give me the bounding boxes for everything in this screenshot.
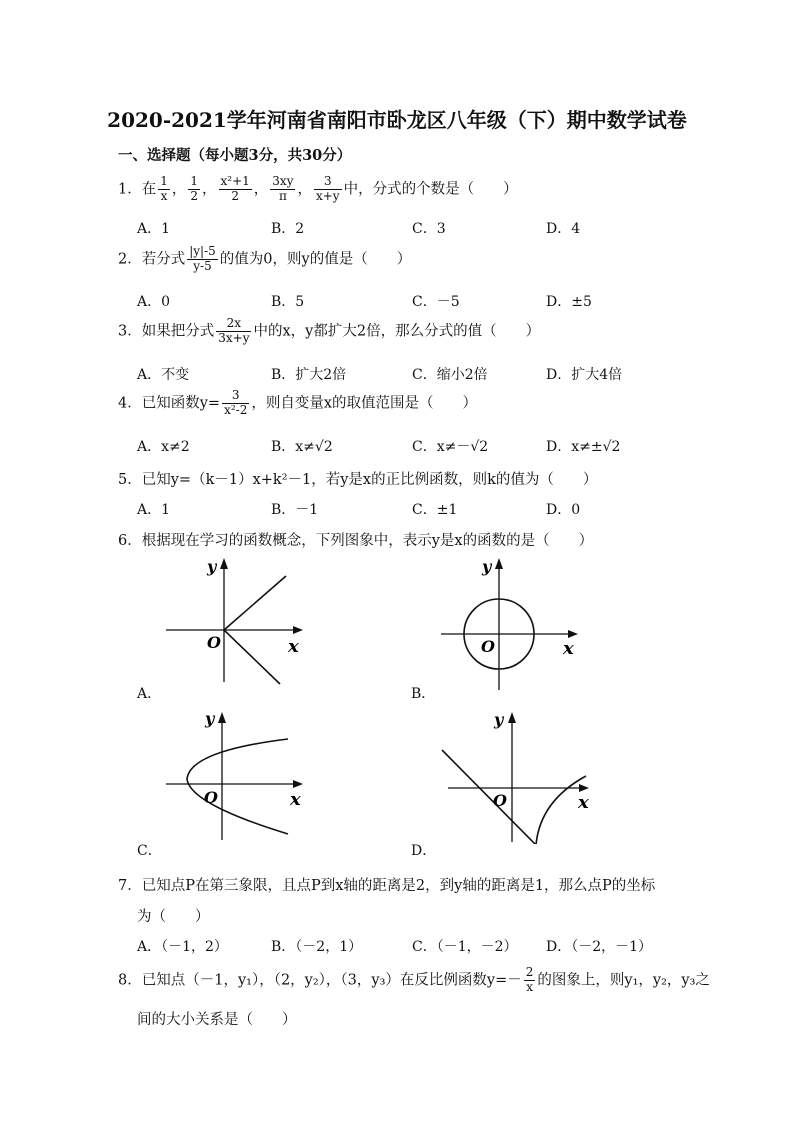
question-8-line-2: 间的大小关系是（ ） [137, 1012, 297, 1028]
q2-option-a[interactable]: A．0 [137, 294, 171, 310]
q1-frac-1: $\frac{1}{x}$ [160, 174, 168, 203]
graph-b-x-label: x [563, 638, 574, 659]
question-8-line-1: 8．已知点（－1，y₁），（2，y₂），（3，y₃）在反比例函数y=－ $\frac{2}{x}$ 的图象上，则y₁，y₂，y₃之 [118, 965, 710, 994]
graph-d-origin-label: O [493, 791, 507, 810]
graph-c-origin-label: O [204, 788, 218, 807]
q3-option-c[interactable]: C．缩小2倍 [412, 367, 488, 383]
q6-option-a[interactable]: A． [137, 686, 162, 702]
q5-option-d[interactable]: D．0 [546, 502, 581, 518]
q1-option-b[interactable]: B．2 [271, 221, 305, 237]
q4-option-a[interactable]: A．x≠2 [137, 439, 190, 455]
q3-frac: $\frac{2x}{3x+y}$ [218, 316, 250, 345]
q5-option-a[interactable]: A．1 [137, 502, 171, 518]
q4-option-c[interactable]: C．x≠－√2 [412, 439, 489, 455]
page-title: 2020-2021学年河南省南阳市卧龙区八年级（下）期中数学试卷 [107, 108, 687, 132]
question-6: 6．根据现在学习的函数概念，下列图象中，表示y是x的函数的是（ ） [118, 533, 594, 549]
q2-option-d[interactable]: D．±5 [546, 294, 592, 310]
q7-option-d[interactable]: D．（－2，－1） [546, 939, 653, 955]
q1-frac-3: $\frac{\text{x²+1}}{2}$ [220, 174, 250, 203]
question-7-line-2: 为（ ） [137, 909, 210, 925]
graph-d-x-label: x [578, 792, 589, 813]
q1-suffix: 中，分式的个数是（ ） [343, 181, 518, 198]
section-heading: 一、选择题（每小题3分，共30分） [118, 147, 352, 164]
q7-option-a[interactable]: A．（－1，2） [137, 939, 228, 955]
q5-option-c[interactable]: C．±1 [412, 502, 458, 518]
q6-option-b[interactable]: B． [411, 686, 436, 702]
question-3: 3．如果把分式 $\frac{2x}{3x+y}$ 中的x，y都扩大2倍，那么分式的值（ ） [118, 316, 541, 345]
q1-frac-2: $\frac{1}{2}$ [190, 174, 199, 203]
q1-prefix: 1．在 [118, 181, 157, 198]
graph-d [436, 706, 596, 844]
graph-c [160, 706, 310, 844]
q7-option-b[interactable]: B．（－2，1） [271, 939, 363, 955]
q2-option-b[interactable]: B．5 [271, 294, 305, 310]
q4-option-b[interactable]: B．x≠√2 [271, 439, 333, 455]
graph-a-origin-label: O [207, 633, 221, 652]
q8-frac: $\frac{2}{x}$ [525, 965, 534, 994]
q6-option-c[interactable]: C． [137, 843, 162, 859]
q3-option-d[interactable]: D．扩大4倍 [546, 367, 623, 383]
question-5: 5．已知y=（k－1）x+k²－1，若y是x的正比例函数，则k的值为（ ） [118, 472, 598, 488]
q1-option-d[interactable]: D．4 [546, 221, 581, 237]
graph-a-y-label: y [207, 557, 217, 576]
q4-frac: $\frac{3}{\text{x²-2}}$ [224, 388, 248, 417]
graph-b-origin-label: O [481, 637, 495, 656]
graph-c-y-label: y [205, 709, 215, 728]
q6-option-d[interactable]: D． [411, 843, 437, 859]
question-1: 1．在 $\frac{1}{x}$ ， $\frac{1}{2}$ ， $\frac{\text{x²+1}}{2}$ ， $\frac{3xy}{\pi}$ ， $\frac{3}{x+y}$ 中，分式的个数是（ ） [118, 174, 518, 203]
question-7-line-1: 7．已知点P在第三象限，且点P到x轴的距离是2，到y轴的距离是1，那么点P的坐标 [118, 878, 656, 894]
q2-option-c[interactable]: C．－5 [412, 294, 460, 310]
q1-frac-4: $\frac{3xy}{\pi}$ [272, 174, 294, 203]
q7-option-c[interactable]: C．（－1，－2） [412, 939, 518, 955]
question-2: 2．若分式 $\frac{|y|-5}{y-5}$ 的值为0，则y的值是（ ） [118, 244, 412, 273]
graph-b-y-label: y [482, 557, 492, 576]
graph-c-x-label: x [290, 789, 301, 810]
q1-option-a[interactable]: A．1 [137, 221, 171, 237]
q1-option-c[interactable]: C．3 [412, 221, 446, 237]
q3-option-a[interactable]: A．不变 [137, 367, 190, 383]
question-4: 4．已知函数y= $\frac{3}{\text{x²-2}}$ ，则自变量x的取值范围是（ ） [118, 388, 478, 417]
q5-option-b[interactable]: B．－1 [271, 502, 319, 518]
q1-frac-5: $\frac{3}{x+y}$ [315, 174, 340, 203]
graph-d-y-label: y [494, 710, 504, 729]
graph-a [160, 552, 310, 687]
q3-option-b[interactable]: B．扩大2倍 [271, 367, 347, 383]
graph-b [435, 552, 585, 692]
q2-frac: $\frac{|y|-5}{y-5}$ [189, 244, 216, 273]
graph-a-x-label: x [288, 636, 299, 657]
q4-option-d[interactable]: D．x≠±√2 [546, 439, 621, 455]
